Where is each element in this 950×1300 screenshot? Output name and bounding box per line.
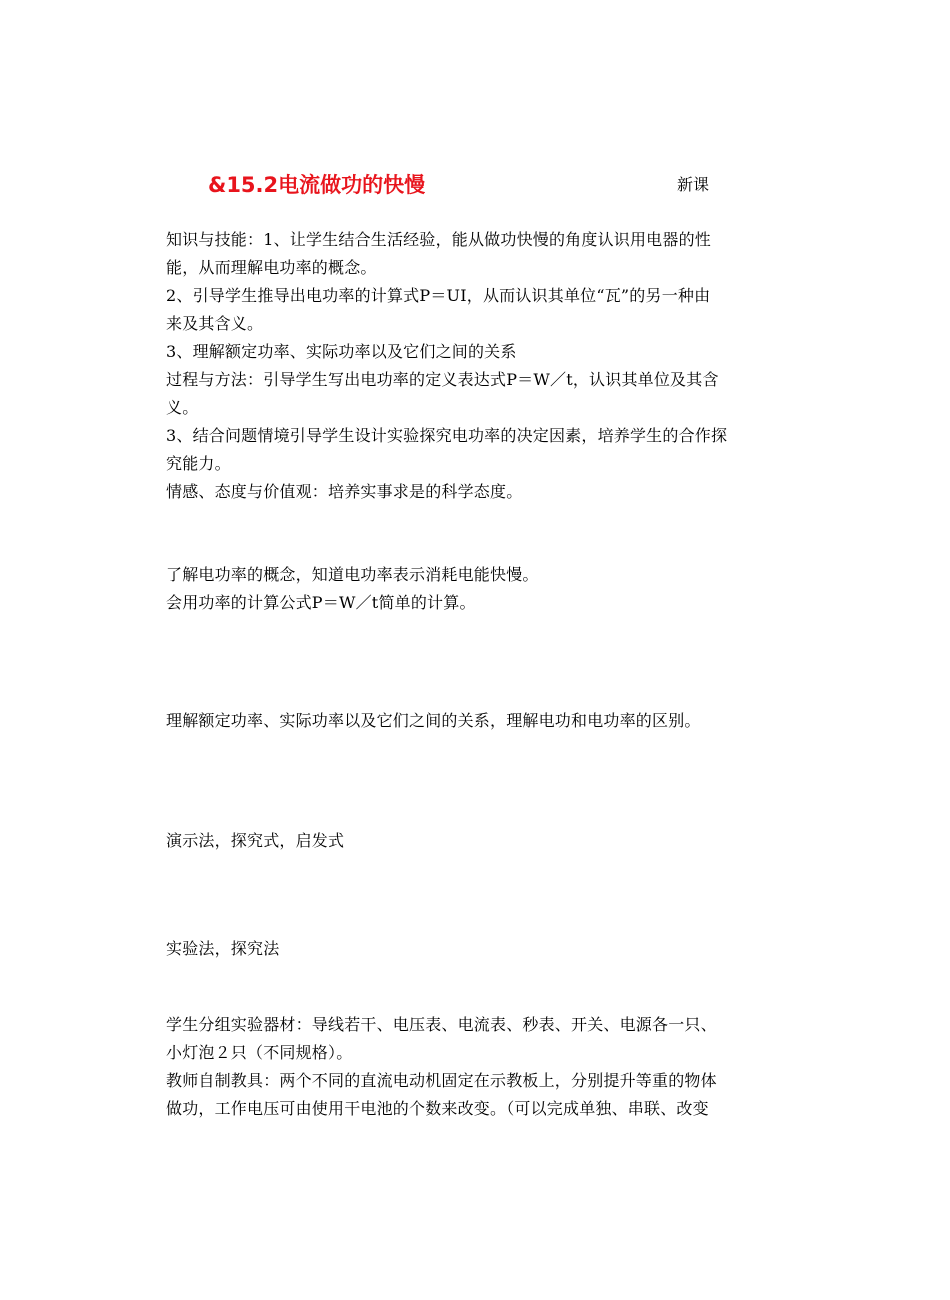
- objective-line: 过程与方法：引导学生写出电功率的定义表达式P＝W／t，认识其单位及其含: [166, 370, 719, 389]
- difficulty-line: 理解额定功率、实际功率以及它们之间的关系，理解电功和电功率的区别。: [166, 711, 701, 730]
- key-point-line: 了解电功率的概念，知道电功率表示消耗电能快慢。: [166, 565, 539, 584]
- page-cutoff: [0, 1118, 950, 1300]
- objective-line: 3、结合问题情境引导学生设计实验探究电功率的决定因素，培养学生的合作探: [166, 426, 728, 445]
- objective-line: 来及其含义。: [166, 314, 264, 333]
- objective-line: 究能力。: [166, 454, 231, 473]
- teaching-methods-line: 演示法，探究式，启发式: [166, 831, 345, 850]
- materials-line: 学生分组实验器材：导线若干、电压表、电流表、秒表、开关、电源各一只、: [166, 1015, 717, 1034]
- objective-line: 能，从而理解电功率的概念。: [166, 258, 377, 277]
- objective-line: 义。: [166, 398, 199, 417]
- lesson-type-tag: 新课: [677, 175, 710, 194]
- objective-line: 知识与技能：1、让学生结合生活经验，能从做功快慢的角度认识用电器的性: [166, 230, 711, 249]
- materials-line: 做功，工作电压可由使用干电池的个数来改变。（可以完成单独、串联、改变: [166, 1099, 709, 1118]
- objective-line: 2、引导学生推导出电功率的计算式P＝UI，从而认识其单位“瓦”的另一种由: [166, 286, 711, 305]
- lesson-title: &15.2电流做功的快慢: [208, 173, 426, 197]
- objective-line: 情感、态度与价值观：培养实事求是的科学态度。: [166, 482, 523, 501]
- materials-line: 教师自制教具：两个不同的直流电动机固定在示教板上，分别提升等重的物体: [166, 1071, 717, 1090]
- materials-line: 小灯泡２只（不同规格）。: [166, 1043, 353, 1062]
- key-point-line: 会用功率的计算公式P＝W／t简单的计算。: [166, 593, 476, 612]
- learning-methods-line: 实验法，探究法: [166, 939, 280, 958]
- objective-line: 3、理解额定功率、实际功率以及它们之间的关系: [166, 342, 517, 361]
